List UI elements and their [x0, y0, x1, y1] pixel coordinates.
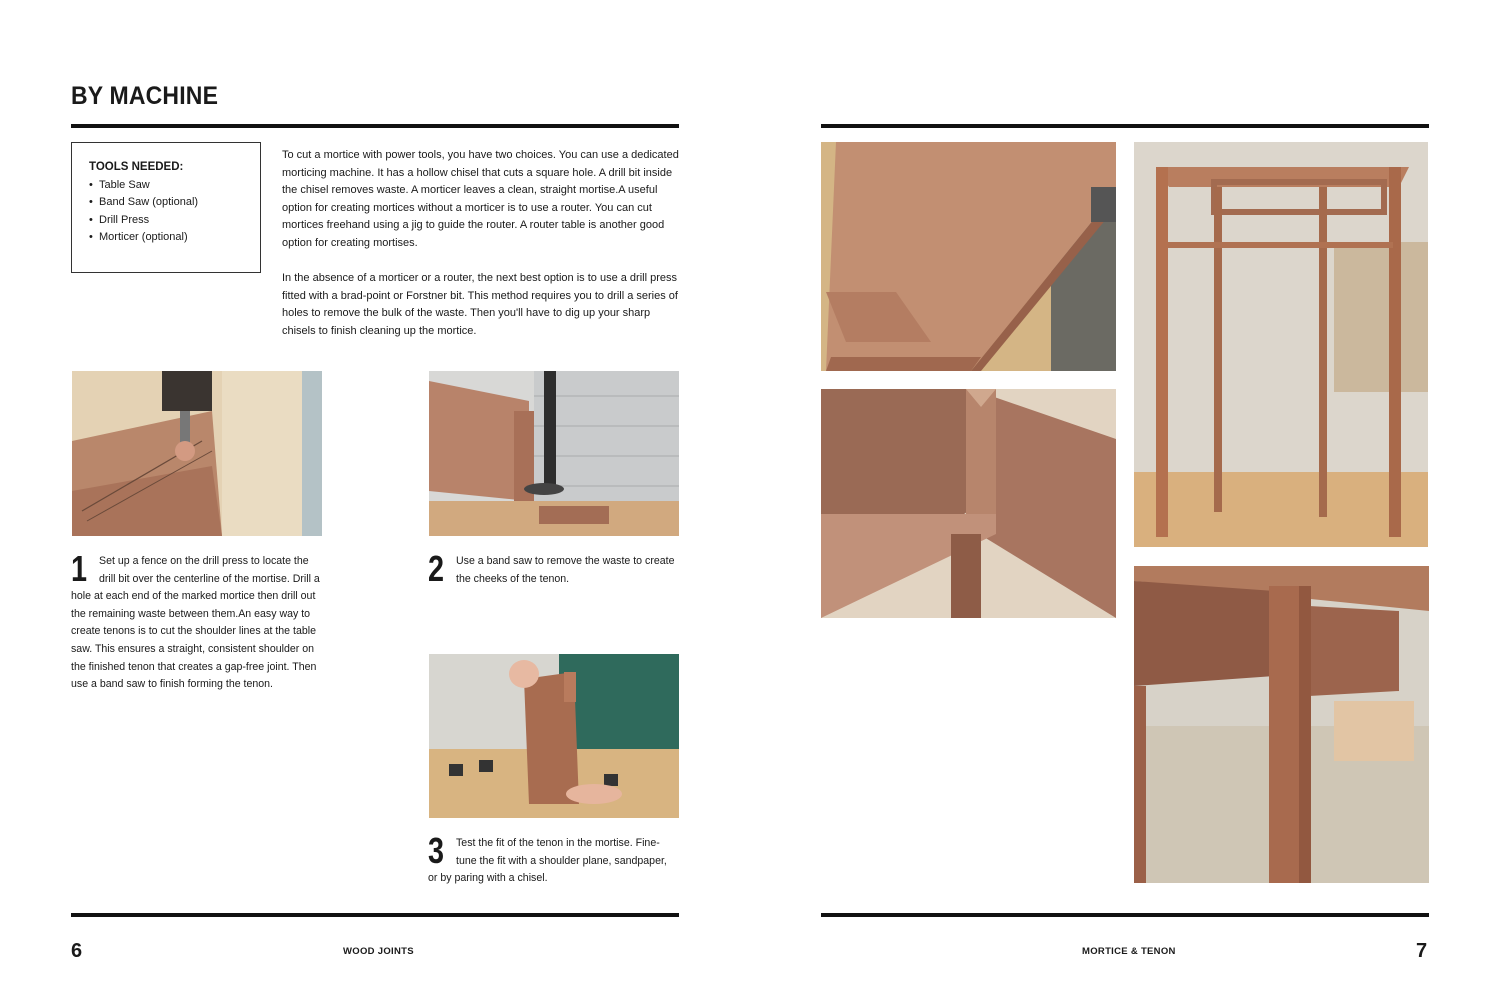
- page-number-left: 6: [71, 940, 83, 962]
- intro-text: [282, 147, 682, 358]
- tenon-board-photo: [821, 142, 1116, 371]
- intro-paragraph: In the absence of a morticer or a router, the next best option is to use a drill press fitted with a brad-point or Forstner bit. This method requires you to drill a series of holes to remove the bulk of the waste. Then you'll have to dig up your sharp chisels to finish cleaning up the mortice.: [282, 272, 678, 337]
- test-fit-photo: [429, 654, 679, 818]
- step-number: 3: [428, 830, 445, 871]
- tool-item: • Morticer (optional): [89, 229, 260, 247]
- tool-item: • Table Saw: [89, 177, 260, 195]
- step-text: Set up a fence on the drill press to locate the drill bit over the centerline of the mortise. Drill a hole at each end of the marked mortice then drill out the remaining waste between them.An easy way to create tenons is to cut the shoulder lines at the table saw. This ensures a straight, consistent shoulder on the finished tenon that creates a gap-free joint. Then use a band saw to finish forming the tenon.: [71, 555, 320, 691]
- table-frame-photo: [1134, 142, 1428, 547]
- page-number-right: 7: [1416, 940, 1428, 962]
- step-number: 2: [428, 548, 445, 589]
- step-number: 1: [71, 548, 88, 589]
- tools-needed-box: [71, 142, 261, 273]
- tool-item: • Band Saw (optional): [89, 194, 260, 212]
- band-saw-photo: [429, 371, 679, 536]
- running-head-left: WOOD JOINTS: [343, 946, 414, 957]
- top-rule-left: [71, 124, 679, 128]
- intro-paragraph: To cut a mortice with power tools, you have two choices. You can use a dedicated morticing machine. It has a hollow chisel that cuts a square hole. A drill bit inside the chisel removes waste. A morticer leaves a clean, straight mortise.A useful option for creating mortices without a morticer is to use a router. You can cut mortices freehand using a jig to guide the router. A router table is another good option for creating mortises.: [282, 149, 679, 249]
- step-text: Use a band saw to remove the waste to create the cheeks of the tenon.: [456, 555, 675, 585]
- step-2: [428, 548, 678, 589]
- tools-list: [89, 177, 260, 247]
- step-1: [71, 548, 321, 694]
- step-3: [428, 830, 678, 888]
- tool-item: • Drill Press: [89, 212, 260, 230]
- table-underside-photo: [1134, 566, 1429, 883]
- top-rule-right: [821, 124, 1429, 128]
- page-title: BY MACHINE: [71, 82, 219, 110]
- bottom-rule-left: [71, 913, 679, 917]
- tools-heading: TOOLS NEEDED:: [89, 161, 184, 173]
- step-text: Test the fit of the tenon in the mortise. Fine-tune the fit with a shoulder plane, sandpaper, or by paring with a chisel.: [428, 837, 667, 885]
- corner-joint-photo: [821, 389, 1116, 618]
- bottom-rule-right: [821, 913, 1429, 917]
- running-head-right: MORTICE & TENON: [1082, 946, 1176, 957]
- drill-press-photo: [72, 371, 322, 536]
